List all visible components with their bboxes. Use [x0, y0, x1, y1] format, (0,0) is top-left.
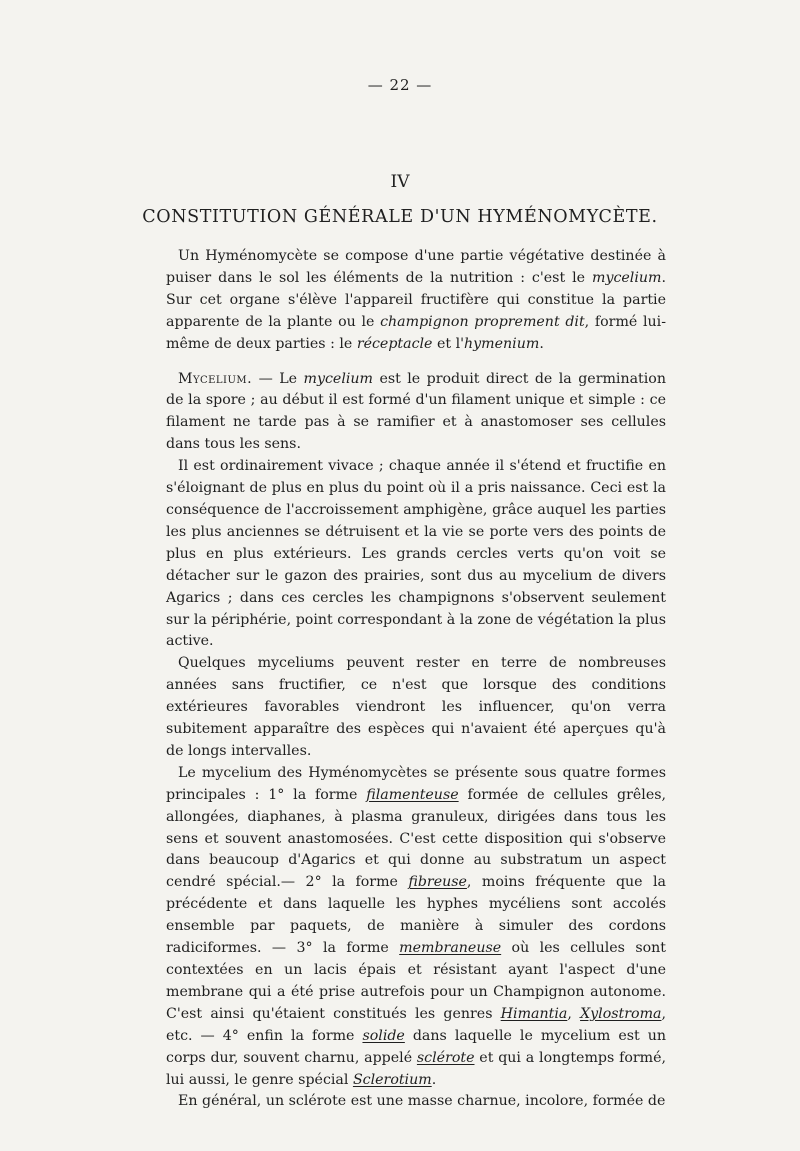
- paragraph-formes: Le mycelium des Hyménomycètes se présente sous quatre formes principales : 1° la forme filamenteuse formée de cellules grêles, allongées, diaphanes, à plasma granuleux, dirigées dans tous les sens et souvent anastomosées. C'est cette disposition qui s'observe dans beaucoup d'Agarics et qui donne au substratum un aspect cendré spécial.— 2° la forme fibreuse, moins fréquente que la précédente et dans laquelle les hyphes mycéliens sont accolés ensemble par paquets, de manière à simuler des cordons radiciformes. — 3° la forme membraneuse où les cellules sont contextées en un lacis épais et résistant ayant l'aspect d'une membrane qui a été prise autrefois pour un Champignon autonome. C'est ainsi qu'étaient constitués les genres Himantia, Xylostroma, etc. — 4° enfin la forme solide dans laquelle le mycelium est un corps dur, souvent charnu, appelé sclérote et qui a longtemps formé, lui aussi, le genre spécial Sclerotium.: [166, 764, 667, 1088]
- page-number: — 22 —: [367, 76, 433, 94]
- section-heading-mycelium: Mycelium.: [178, 370, 253, 387]
- body-text: [166, 246, 666, 1113]
- paragraph-quelques: Quelques myceliums peuvent rester en terre de nombreuses années sans fructifier, ce n'est que lorsque des conditions extérieures favorables viendront les influencer, qu'on verra subitement apparaître des espèces qui n'avaient été aperçues qu'à de longs intervalles.: [166, 655, 666, 759]
- chapter-number: IV: [390, 172, 410, 192]
- chapter-title: CONSTITUTION GÉNÉRALE D'UN HYMÉNOMYCÈTE.: [142, 207, 658, 227]
- paragraph-vivace: Il est ordinairement vivace ; chaque année il s'étend et fructifie en s'éloignant de plus en plus du point où il a pris naissance. Ceci est la conséquence de l'accroissement amphigène, grâce auquel les parties les plus anciennes se détruisent et la vie se porte vers des points de plus en plus extérieurs. Les grands cercles verts qu'on voit se détacher sur le gazon des prairies, sont dus au mycelium de divers Agarics ; dans ces cercles les champignons s'observent seulement sur la périphérie, point correspondant à la zone de végétation la plus active.: [166, 458, 666, 650]
- paragraph-intro: Un Hyménomycète se compose d'une partie végétative destinée à puiser dans le sol les éléments de la nutrition : c'est le mycelium. Sur cet organe s'élève l'appareil fructifère qui constitue la partie apparente de la plante ou le champignon proprement dit, formé lui-même de deux parties : le réceptacle et l'hymenium.: [166, 248, 667, 352]
- paragraph-mycelium: Mycelium. — Le mycelium est le produit direct de la germination de la spore ; au début il est formé d'un filament unique et simple : ce filament ne tarde pas à se ramifier et à anastomoser ses cellules dans tous les sens.: [166, 370, 666, 453]
- paragraph-general: En général, un sclérote est une masse charnue, incolore, formée de: [178, 1093, 666, 1110]
